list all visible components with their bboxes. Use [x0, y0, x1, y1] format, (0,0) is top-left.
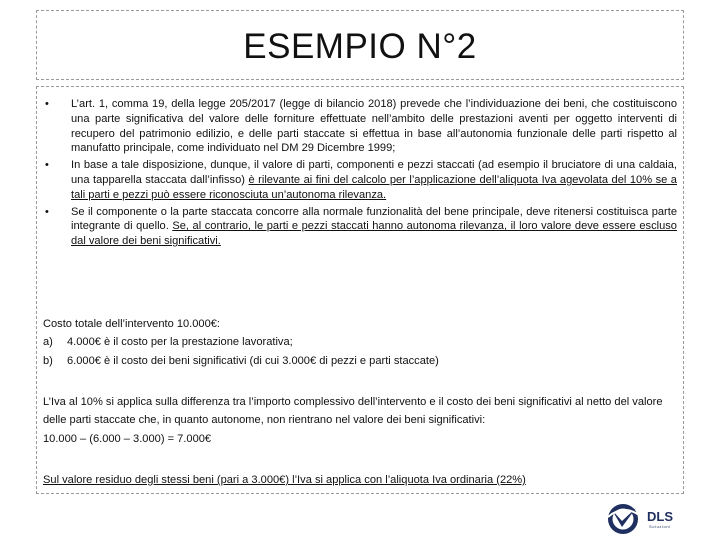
slide-title: ESEMPIO N°2 [243, 27, 477, 66]
costs-section [43, 315, 677, 370]
logo-name: DLS [647, 509, 673, 524]
cost-item-b [43, 352, 677, 370]
bullet-symbol: • [45, 159, 49, 172]
bullet-text: In base a tale disposizione, dunque, il valore di parti, componenti e pezzi staccati (ad esempio il bruciatore di una caldaia, una tapparella staccata dall’infisso) [71, 159, 677, 186]
bullet-text: L’art. 1, comma 19, della legge 205/2017 (legge di bilancio 2018) prevede che l’individuazione dei beni, che costituiscono una parte significativa del valore delle forniture effettuate nell’ambito delle prestazioni aventi per oggetto interventi di recupero del patrimonio edilizio, e delle parti staccate si effettua in base all’autonomia funzionale delle parti rispetto al manufatto principale, come individuato nel DM 29 Dicembre 1999; [71, 98, 677, 155]
bullet-list [43, 97, 677, 251]
bullet-text: Se il componente o la parte staccata concorre alla normale funzionalità del bene principale, deve ritenersi costituisca parte integrante di quello. [71, 205, 677, 233]
logo-subtitle: Soluzioni [649, 524, 671, 529]
cost-item-label: a) [43, 336, 53, 349]
costs-intro: Costo totale dell’intervento 10.000€: [43, 318, 221, 330]
iva-section [43, 393, 677, 448]
bullet-symbol: • [45, 98, 49, 110]
cost-item-text: 6.000€ è il costo dei beni significativi (di cui 3.000€ di pezzi e parti staccate) [67, 354, 439, 367]
bullet-symbol: • [45, 205, 49, 218]
cost-item-a [43, 333, 677, 351]
dls-logo [603, 502, 687, 536]
final-text: Sul valore residuo degli stessi beni (pari a 3.000€) l’Iva si applica con l’aliquota Iva ordinaria (22%) [43, 474, 526, 486]
title-box [36, 10, 684, 80]
bullet-item-1 [43, 97, 677, 156]
iva-text: L’Iva al 10% si applica sulla differenza tra l’importo complessivo dell’intervento e il costo dei beni significativi al netto del valore delle parti staccate che, in quanto autonome, non rientrano nel valore dei beni significativi: [43, 396, 663, 427]
content-box [36, 86, 684, 494]
cost-item-label: b) [43, 354, 53, 367]
cost-item-text: 4.000€ è il costo per la prestazione lavorativa; [67, 336, 293, 349]
final-section [43, 471, 677, 489]
iva-formula: 10.000 – (6.000 – 3.000) = 7.000€ [43, 432, 212, 445]
bullet-item-3 [43, 205, 677, 249]
bullet-item-2 [43, 158, 677, 202]
bullet-underlined-text: è rilevante ai fini del calcolo per l’applicazione dell’aliquota Iva agevolata del 10% se a tali parti e pezzi può essere riconosciuta un’autonoma rilevanza. [71, 173, 677, 201]
dls-logo-icon [603, 502, 643, 536]
bullet-underlined-text: Se, al contrario, le parti e pezzi staccati hanno autonoma rilevanza, il loro valore deve essere escluso dal valore dei beni significativi. [71, 220, 677, 248]
